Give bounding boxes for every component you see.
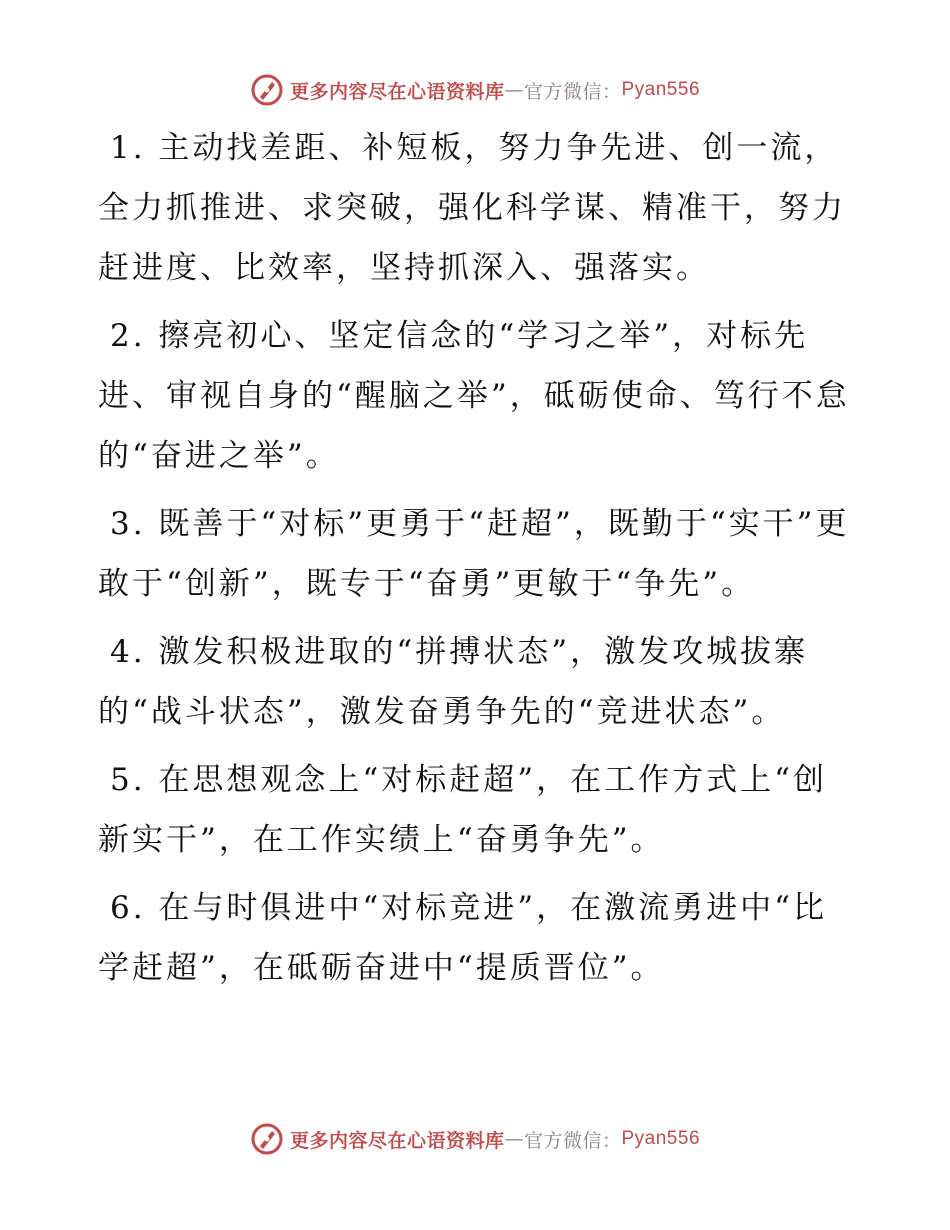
paragraph-6: 6. 在与时俱进中“对标竞进”，在激流勇进中“比学赶超”，在砥砺奋进中“提质晋位”。 [98,890,827,986]
watermark-footer [0,1119,950,1159]
fountain-pen-logo-icon [250,73,284,107]
watermark-red-text: 更多内容尽在心语资料库 [289,80,505,103]
watermark-dash: — [504,79,524,101]
watermark-grey-text: 官方微信： [523,1129,622,1152]
fountain-pen-logo-icon [250,1122,284,1156]
paragraph-4: 4. 激发积极进取的“拼搏状态”，激发攻城拔寨的“战斗状态”，激发奋勇争先的“竞进状态”。 [98,634,809,730]
paragraph-2: 2. 擦亮初心、坚定信念的“学习之举”，对标先进、审视自身的“醒脑之举”，砥砺使命、笃行不怠的“奋进之举”。 [98,318,850,474]
watermark-grey-text: 官方微信： [523,80,622,103]
watermark-header [0,70,950,110]
paragraph-5: 5. 在思想观念上“对标赶超”，在工作方式上“创新实干”，在工作实绩上“奋勇争先”。 [98,762,827,858]
paragraph-1: 1. 主动找差距、补短板，努力争先进、创一流，全力抓推进、求突破，强化科学谋、精准干，努力赶进度、比效率，坚持抓深入、强落实。 [98,130,846,286]
watermark-dash: — [504,1128,524,1150]
paragraph-3: 3. 既善于“对标”更勇于“赶超”，既勤于“实干”更敢于“创新”，既专于“奋勇”更敏于“争先”。 [98,506,850,602]
document-body [98,118,858,998]
watermark-id-text: Pyan556 [621,1128,701,1149]
watermark-red-text: 更多内容尽在心语资料库 [289,1129,505,1152]
watermark-id-text: Pyan556 [621,79,701,100]
